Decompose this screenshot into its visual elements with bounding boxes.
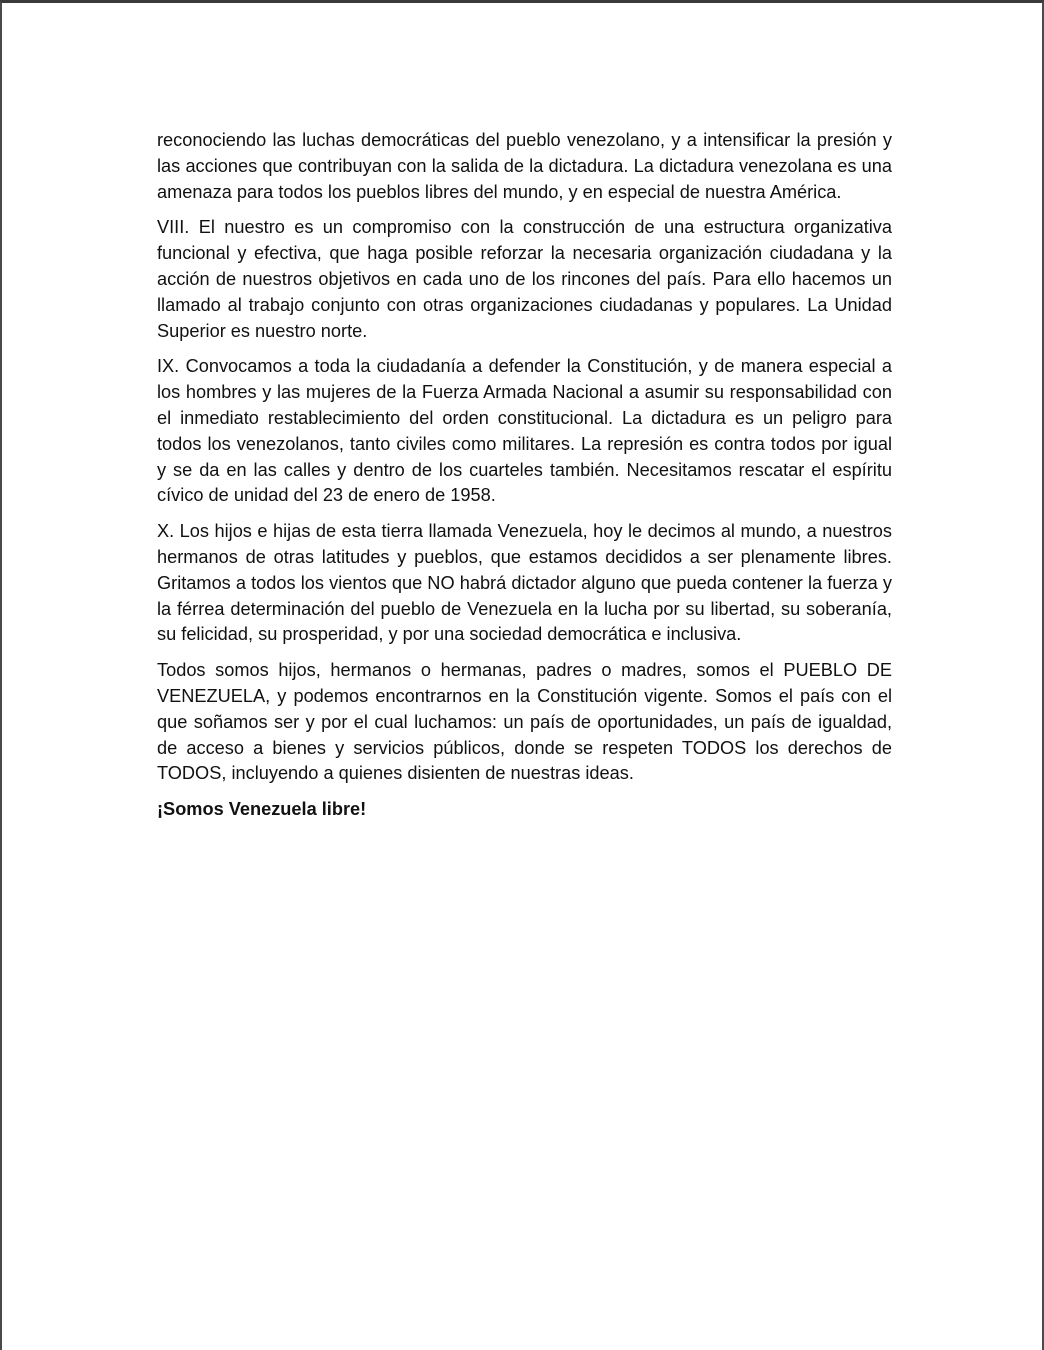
paragraph-point-x: X. Los hijos e hijas de esta tierra llamada Venezuela, hoy le decimos al mundo, a nuestros hermanos de otras latitudes y pueblos, que estamos decididos a ser plenamente libres. Gritamos a todos los vientos que NO habrá dictador alguno que pueda contener la fuerza y la férrea determinación del pueblo de Venezuela en la lucha por su libertad, su soberanía, su felicidad, su prosperidad, y por una sociedad democrática e inclusiva.	[157, 521, 892, 645]
paragraph-pueblo: Todos somos hijos, hermanos o hermanas, padres o madres, somos el PUEBLO DE VENEZUELA, y podemos encontrarnos en la Constitución vigente. Somos el país con el que soñamos ser y por el cual luchamos: un país de oportunidades, un país de igualdad, de acceso a bienes y servicios públicos, donde se respeten TODOS los derechos de TODOS, incluyendo a quienes disienten de nuestras ideas.	[157, 660, 892, 784]
closing-slogan: ¡Somos Venezuela libre!	[157, 799, 367, 820]
document-body	[157, 128, 892, 833]
paragraph-point-ix: IX. Convocamos a toda la ciudadanía a defender la Constitución, y de manera especial a los hombres y las mujeres de la Fuerza Armada Nacional a asumir su responsabilidad con el inmediato restablecimiento del orden constitucional. La dictadura es un peligro para todos los venezolanos, tanto civiles como militares. La represión es contra todos por igual y se da en las calles y dentro de los cuarteles también. Necesitamos rescatar el espíritu cívico de unidad del 23 de enero de 1958.	[157, 356, 892, 506]
paragraph-intro-continuation: reconociendo las luchas democráticas del pueblo venezolano, y a intensificar la presión y las acciones que contribuyan con la salida de la dictadura. La dictadura venezolana es una amenaza para todos los pueblos libres del mundo, y en especial de nuestra América.	[157, 130, 892, 202]
paragraph-point-viii: VIII. El nuestro es un compromiso con la construcción de una estructura organizativa funcional y efectiva, que haga posible reforzar la necesaria organización ciudadana y la acción de nuestros objetivos en cada uno de los rincones del país. Para ello hacemos un llamado al trabajo conjunto con otras organizaciones ciudadanas y populares. La Unidad Superior es nuestro norte.	[157, 217, 892, 341]
